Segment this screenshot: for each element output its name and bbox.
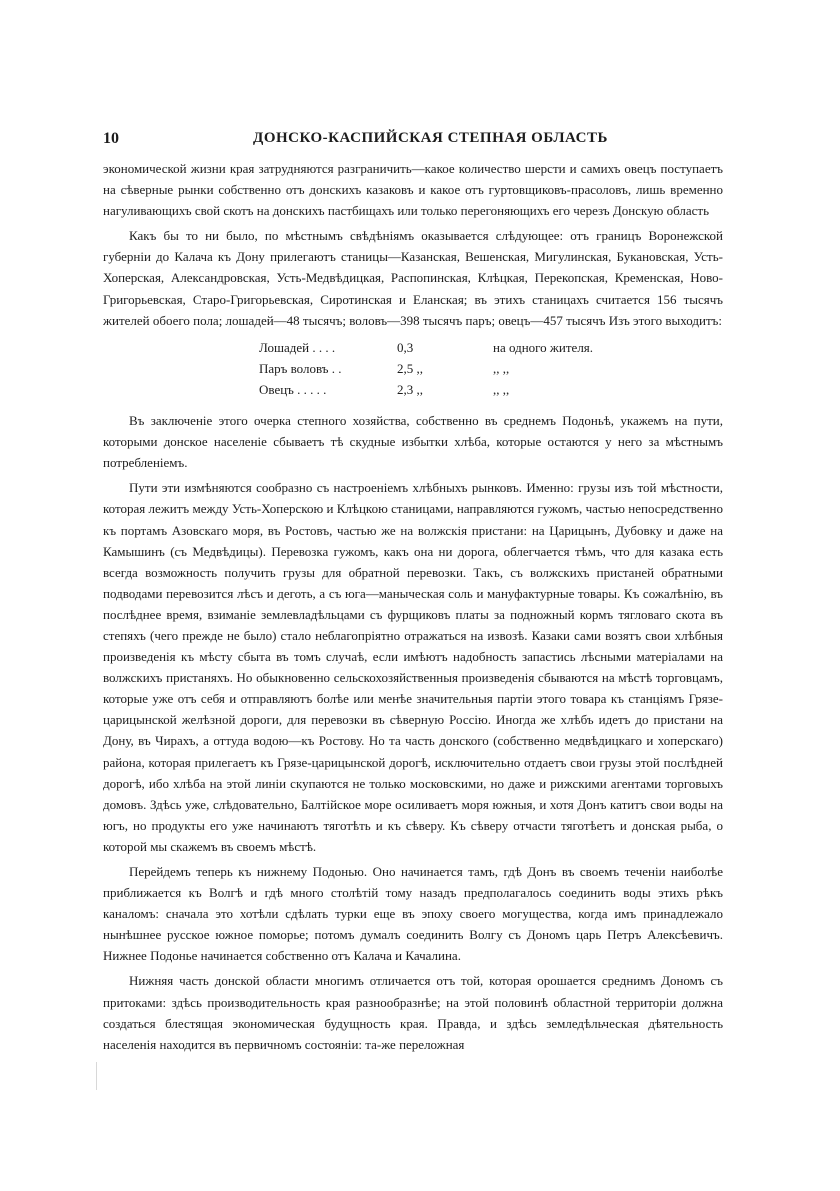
running-title: ДОНСКО-КАСПИЙСКАЯ СТЕПНАЯ ОБЛАСТЬ (253, 130, 608, 146)
table-row (259, 379, 593, 400)
page-header (103, 128, 723, 158)
margin-rule (96, 1062, 97, 1090)
paragraph-stations: Какъ бы то ни было, по мѣстнымъ свѣдѣніямъ оказывается слѣдующее: отъ границъ Воронежской губерніи до Калача къ Дону прилегаютъ станицы—Казанская, Вешенская, Мигулинская, Букановская, Усть-Хоперская, Александровская, Усть-Медвѣдицкая, Распопинская, Клѣцкая, Перекопская, Кременская, Ново-Григорьевская, Старо-Григорьевская, Сиротинская и Еланская; въ этихъ станицахъ считается 156 тысячъ жителей обоего пола; лошадей—48 тысячъ; воловъ—398 тысячъ паръ; овецъ—457 тысячъ Изъ этого выходитъ: (103, 228, 723, 328)
table-row (259, 337, 593, 358)
row-label: Овецъ . . . . . (259, 381, 327, 397)
page-number: 10 (103, 130, 119, 147)
row-label: Лошадей . . . . (259, 339, 336, 355)
paragraph-continued: экономической жизни края затрудняются разграничить—какое количество шерсти и самихъ овецъ поступаетъ на сѣверные рынки собственно отъ донскихъ казаковъ и какое отъ гуртовщиковъ-прасоловъ, лишь временно нагуливающихъ свой скотъ на донскихъ пастбищахъ или только перегоняющихъ его черезъ Донскую область (103, 161, 723, 219)
livestock-per-capita-table (259, 337, 593, 400)
paragraph-conclusion: Въ заключеніе этого очерка степного хозяйства, собственно въ среднемъ Подоньѣ, укажемъ на пути, которыми донское населеніе сбываетъ тѣ скудные избытки хлѣба, которые остаются у него за мѣстнымъ потребленіемъ. (103, 413, 723, 471)
table-row (259, 358, 593, 379)
row-note: ,, ,, (493, 360, 510, 376)
row-label: Паръ воловъ . . (259, 360, 342, 376)
body-text (103, 158, 723, 1055)
row-value: 2,5 ,, (397, 360, 423, 376)
paragraph-trade-routes: Пути эти измѣняются сообразно съ настроеніемъ хлѣбныхъ рынковъ. Именно: грузы изъ той мѣстности, которая лежитъ между Усть-Хоперскою и Клѣцкою станицами, направляются гужомъ, частью непосредственно къ портамъ Азовскаго моря, въ Ростовъ, частью же на волжскія пристани: на Царицынъ, Дубовку и даже на Камышинъ (съ Медвѣдицы). Перевозка гужомъ, какъ она ни дорога, облегчается тѣмъ, что для казака есть всегда возможность получить грузы для обратной перевозки. Такъ, съ волжскихъ пристаней обратными подводами перевозится лѣсъ и деготь, а съ юга—маныческая соль и мануфактурные товары. Къ сожалѣнію, въ послѣднее время, взиманіе землевладѣльцами съ фурщиковъ платы за подножный кормъ тягловаго скота въ степяхъ (чего прежде не было) стало неблагопріятно отражаться на извозѣ. Казаки сами возятъ свои хлѣбныя произведенія къ мѣсту сбыта въ томъ случаѣ, если имѣютъ надобность запастись лѣсными матеріалами на волжскихъ пристаняхъ. Но обыкновенно сельскохозяйственныя произведенія сбываются на мѣстѣ торговцамъ, которые уже отъ себя и отправляютъ болѣе или менѣе значительныя партіи этого товара къ станціямъ Грязе-царицынской желѣзной дороги, для перевозки въ сѣверную Россію. Иногда же хлѣбъ идетъ до пристани на Дону, въ Чирахъ, а оттуда водою—къ Ростову. Но та часть донского (собственно медвѣдицкаго и хоперскаго) района, которая прилегаетъ къ Грязе-царицынской дорогѣ, исключительно отдаетъ свои грузы этой послѣдней дорогѣ, ибо хлѣба на этой линіи скупаются не только московскими, но даже и рижскими агентами торговыхъ домовъ. Здѣсь уже, слѣдовательно, Балтійское море осиливаетъ моря южныя, и хотя Донъ катитъ свои воды на югъ, но продукты его уже начинаютъ тяготѣть и къ сѣверу. Къ сѣверу отчасти тяготѣетъ и донская рыба, о которой мы скажемъ въ своемъ мѣстѣ. (103, 480, 723, 854)
row-note: на одного жителя. (493, 339, 594, 355)
row-note: ,, ,, (493, 381, 510, 397)
book-page (103, 128, 723, 1059)
paragraph-lower-region: Нижняя часть донской области многимъ отличается отъ той, которая орошается среднимъ Дономъ съ притоками: здѣсь производительность края разнообразнѣе; на этой половинѣ областной территоріи должна создаться блестящая экономическая будущность края. Правда, и здѣсь земледѣльческая дѣятельность населенія находится въ первичномъ состояніи: та-же переложная (103, 973, 723, 1052)
paragraph-lower-don: Перейдемъ теперь къ нижнему Подонью. Оно начинается тамъ, гдѣ Донъ въ своемъ теченіи наиболѣе приближается къ Волгѣ и гдѣ много столѣтій тому назадъ предполагалось соединить воды этихъ рѣкъ каналомъ: сначала это хотѣли сдѣлать турки еще въ эпоху своего могущества, когда имъ принадлежало нынѣшнее русское южное поморье; потомъ думалъ соединить Волгу съ Дономъ царь Петръ Алексѣевичъ. Нижнее Подонье начинается собственно отъ Калача и Качалина. (103, 864, 723, 964)
row-value: 2,3 ,, (397, 381, 423, 397)
row-value: 0,3 (397, 339, 414, 355)
